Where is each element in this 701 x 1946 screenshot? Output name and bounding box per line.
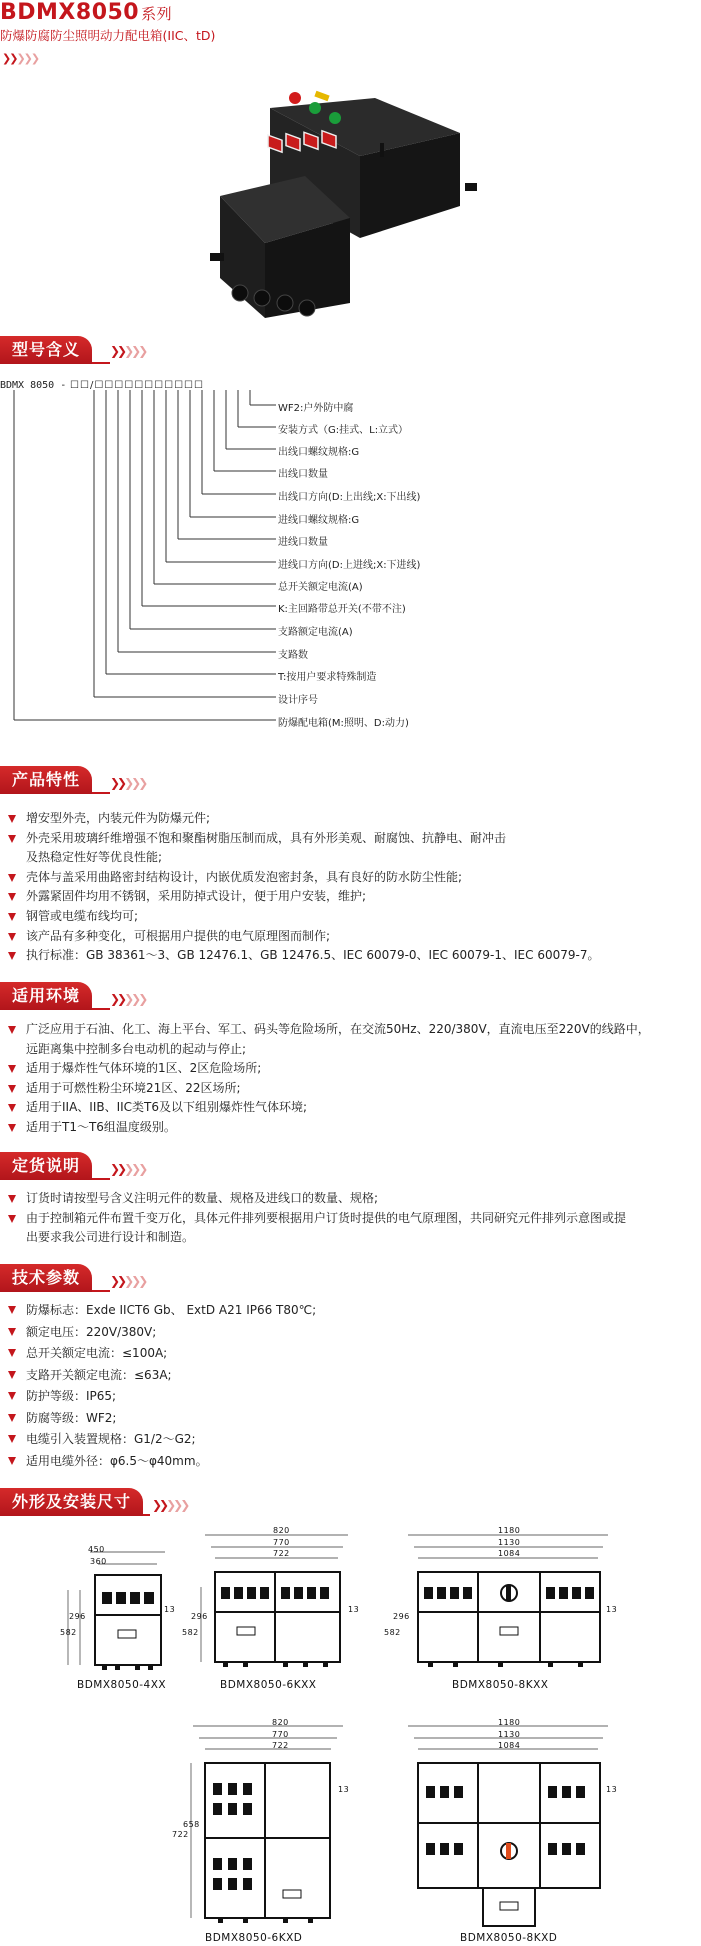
drawing-8kxd: [398, 1718, 618, 1932]
list-item: 防腐等级：WF2;: [8, 1408, 316, 1430]
tech-list: [8, 1300, 316, 1472]
dim-width: 1084: [498, 1549, 521, 1558]
dim-width: 770: [272, 1730, 289, 1739]
dim-width: 1130: [498, 1730, 521, 1739]
code-label: 出线口螺纹规格:G: [278, 447, 360, 458]
drawing-label: BDMX8050-4XX: [77, 1679, 167, 1691]
list-item: 适用于可燃性粉尘环境21区、22区场所;: [8, 1079, 650, 1099]
section-title-ordering: 定货说明: [0, 1152, 92, 1180]
drawing-6kxd: [183, 1718, 353, 1928]
section-chevrons-icon: ❯❯❯❯❯: [110, 776, 146, 790]
ordering-list: [8, 1189, 626, 1248]
list-item-cont: 及热稳定性好等优良性能;: [26, 850, 163, 865]
dim-side: 13: [348, 1605, 360, 1614]
dim-side: 13: [606, 1785, 618, 1794]
list-item: 适用电缆外径：φ6.5～φ40mm。: [8, 1451, 316, 1473]
section-title-features: 产品特性: [0, 766, 92, 794]
section-title-environment: 适用环境: [0, 982, 92, 1010]
list-item: 由于控制箱元件布置千变万化，具体元件排列要根据用户订货时提供的电气原理图，共同研究元件排列示意图或提: [8, 1209, 626, 1229]
drawing-label: BDMX8050-6KXD: [205, 1932, 303, 1944]
list-item: 适用于爆炸性气体环境的1区、2区危险场所;: [8, 1059, 650, 1079]
dim-width: 722: [272, 1741, 289, 1750]
dim-width: 1084: [498, 1741, 521, 1750]
dim-width: 1180: [498, 1526, 521, 1535]
section-title-tech: 技术参数: [0, 1264, 92, 1292]
list-item: 适用于IIA、IIB、IIC类T6及以下组别爆炸性气体环境;: [8, 1098, 650, 1118]
list-item: 广泛应用于石油、化工、海上平台、军工、码头等危险场所，在交流50Hz、220/380V，直流电压至220V的线路中，: [8, 1020, 650, 1040]
list-item: 支路开关额定电流：≤63A;: [8, 1365, 316, 1387]
section-chevrons-icon: ❯❯❯❯❯: [110, 1274, 146, 1288]
list-item: 总开关额定电流：≤100A;: [8, 1343, 316, 1365]
code-label: 出线口方向(D:上出线;X:下出线): [278, 492, 421, 503]
dim-width: 770: [273, 1538, 290, 1547]
code-label: K:主回路带总开关(不带不注): [278, 604, 406, 615]
code-sep: /: [89, 380, 95, 391]
code-label: 总开关额定电流(A): [278, 582, 363, 593]
features-list: [8, 809, 599, 966]
dim-width: 820: [273, 1526, 290, 1535]
list-item-cont: 远距离集中控制多台电动机的起动与停止;: [26, 1041, 247, 1056]
list-item: 电缆引入装置规格：G1/2～G2;: [8, 1429, 316, 1451]
dim-width: 820: [272, 1718, 289, 1727]
list-item: 外壳采用玻璃纤维增强不饱和聚酯树脂压制而成，具有外形美观、耐腐蚀、抗静电、耐冲击: [8, 829, 599, 849]
code-box: ☐: [144, 380, 155, 391]
environment-list: [8, 1020, 650, 1138]
dim-width: 360: [90, 1557, 107, 1566]
series-label: 系列: [141, 5, 173, 23]
list-item: 钢管或电缆布线均可;: [8, 907, 599, 927]
section-chevrons-icon: ❯❯❯❯❯: [152, 1498, 188, 1512]
dim-height: 722: [172, 1830, 189, 1839]
model-code-diagram: [0, 372, 280, 732]
code-label: 支路数: [278, 650, 308, 661]
page-subtitle: 防爆防腐防尘照明动力配电箱(IIC、tD): [0, 28, 216, 43]
list-item: 增安型外壳，内装元件为防爆元件;: [8, 809, 599, 829]
code-label: 进线口方向(D:上进线;X:下进线): [278, 560, 421, 571]
section-title-dimensions: 外形及安装尺寸: [0, 1488, 143, 1516]
list-item: 执行标准：GB 38361～3、GB 12476.1、GB 12476.5、IEC 60079-0、IEC 60079-1、IEC 60079-7。: [8, 946, 599, 966]
list-item: 外露紧固件均用不锈钢，采用防掉式设计，便于用户安装，维护;: [8, 887, 599, 907]
dim-height: 582: [182, 1628, 199, 1637]
code-box: ☐: [114, 380, 125, 391]
code-label: 出线口数量: [278, 469, 328, 480]
dim-height: 296: [69, 1612, 86, 1621]
dim-height: 658: [183, 1820, 200, 1829]
code-label: 进线口数量: [278, 537, 328, 548]
dim-width: 450: [88, 1545, 105, 1554]
code-box: ☐: [164, 380, 175, 391]
code-box: ☐: [94, 380, 105, 391]
dim-side: 13: [164, 1605, 176, 1614]
code-box: ☐: [194, 380, 204, 391]
section-title-model-meaning: 型号含义: [0, 336, 92, 364]
code-label: 设计序号: [278, 695, 318, 706]
code-box: ☐: [79, 380, 90, 391]
dim-height: 582: [384, 1628, 401, 1637]
list-item: 订货时请按型号含义注明元件的数量、规格及进线口的数量、规格;: [8, 1189, 626, 1209]
drawing-label: BDMX8050-6KXX: [220, 1679, 317, 1691]
list-item: 适用于T1～T6组温度级别。: [8, 1118, 650, 1138]
dim-height: 296: [393, 1612, 410, 1621]
code-box: ☐: [70, 380, 80, 391]
code-box: ☐: [154, 380, 165, 391]
code-label: 防爆配电箱(M:照明、D:动力): [278, 718, 409, 729]
section-chevrons-icon: ❯❯❯❯❯: [110, 992, 146, 1006]
model-code-prefix: BDMX 8050 -: [0, 380, 67, 391]
code-label: 进线口螺纹规格:G: [278, 515, 360, 526]
drawing-label: BDMX8050-8KXX: [452, 1679, 549, 1691]
code-label: T:按用户要求特殊制造: [278, 672, 377, 683]
code-box: ☐: [124, 380, 135, 391]
header-chevrons-icon: ❯❯❯❯❯: [2, 52, 39, 65]
code-label: WF2:户外防中腐: [278, 403, 354, 414]
code-label: 安装方式（G:挂式、L:立式）: [278, 425, 409, 436]
list-item: 该产品有多种变化，可根据用户提供的电气原理图而制作;: [8, 927, 599, 947]
dim-height: 582: [60, 1628, 77, 1637]
code-box: ☐: [174, 380, 185, 391]
dim-side: 13: [338, 1785, 350, 1794]
code-box: ☐: [184, 380, 194, 391]
dim-width: 1180: [498, 1718, 521, 1727]
section-chevrons-icon: ❯❯❯❯❯: [110, 344, 146, 358]
code-box: ☐: [134, 380, 145, 391]
page-title: [0, 0, 172, 25]
dim-side: 13: [606, 1605, 618, 1614]
list-item: 防护等级：IP65;: [8, 1386, 316, 1408]
dim-height: 296: [191, 1612, 208, 1621]
dim-width: 1130: [498, 1538, 521, 1547]
dim-width: 722: [273, 1549, 290, 1558]
product-photo: [210, 88, 480, 320]
list-item: 壳体与盖采用曲路密封结构设计，内嵌优质发泡密封条，具有良好的防水防尘性能;: [8, 868, 599, 888]
list-item-cont: 出要求我公司进行设计和制造。: [26, 1230, 195, 1245]
list-item: 防爆标志：Exde IICT6 Gb、 ExtD A21 IP66 T80℃;: [8, 1300, 316, 1322]
code-box: ☐: [104, 380, 115, 391]
section-chevrons-icon: ❯❯❯❯❯: [110, 1162, 146, 1176]
model-code-boxes: [70, 380, 204, 391]
drawing-label: BDMX8050-8KXD: [460, 1932, 558, 1944]
list-item: 额定电压：220V/380V;: [8, 1322, 316, 1344]
model-name: BDMX8050: [0, 0, 140, 25]
code-label: 支路额定电流(A): [278, 627, 353, 638]
